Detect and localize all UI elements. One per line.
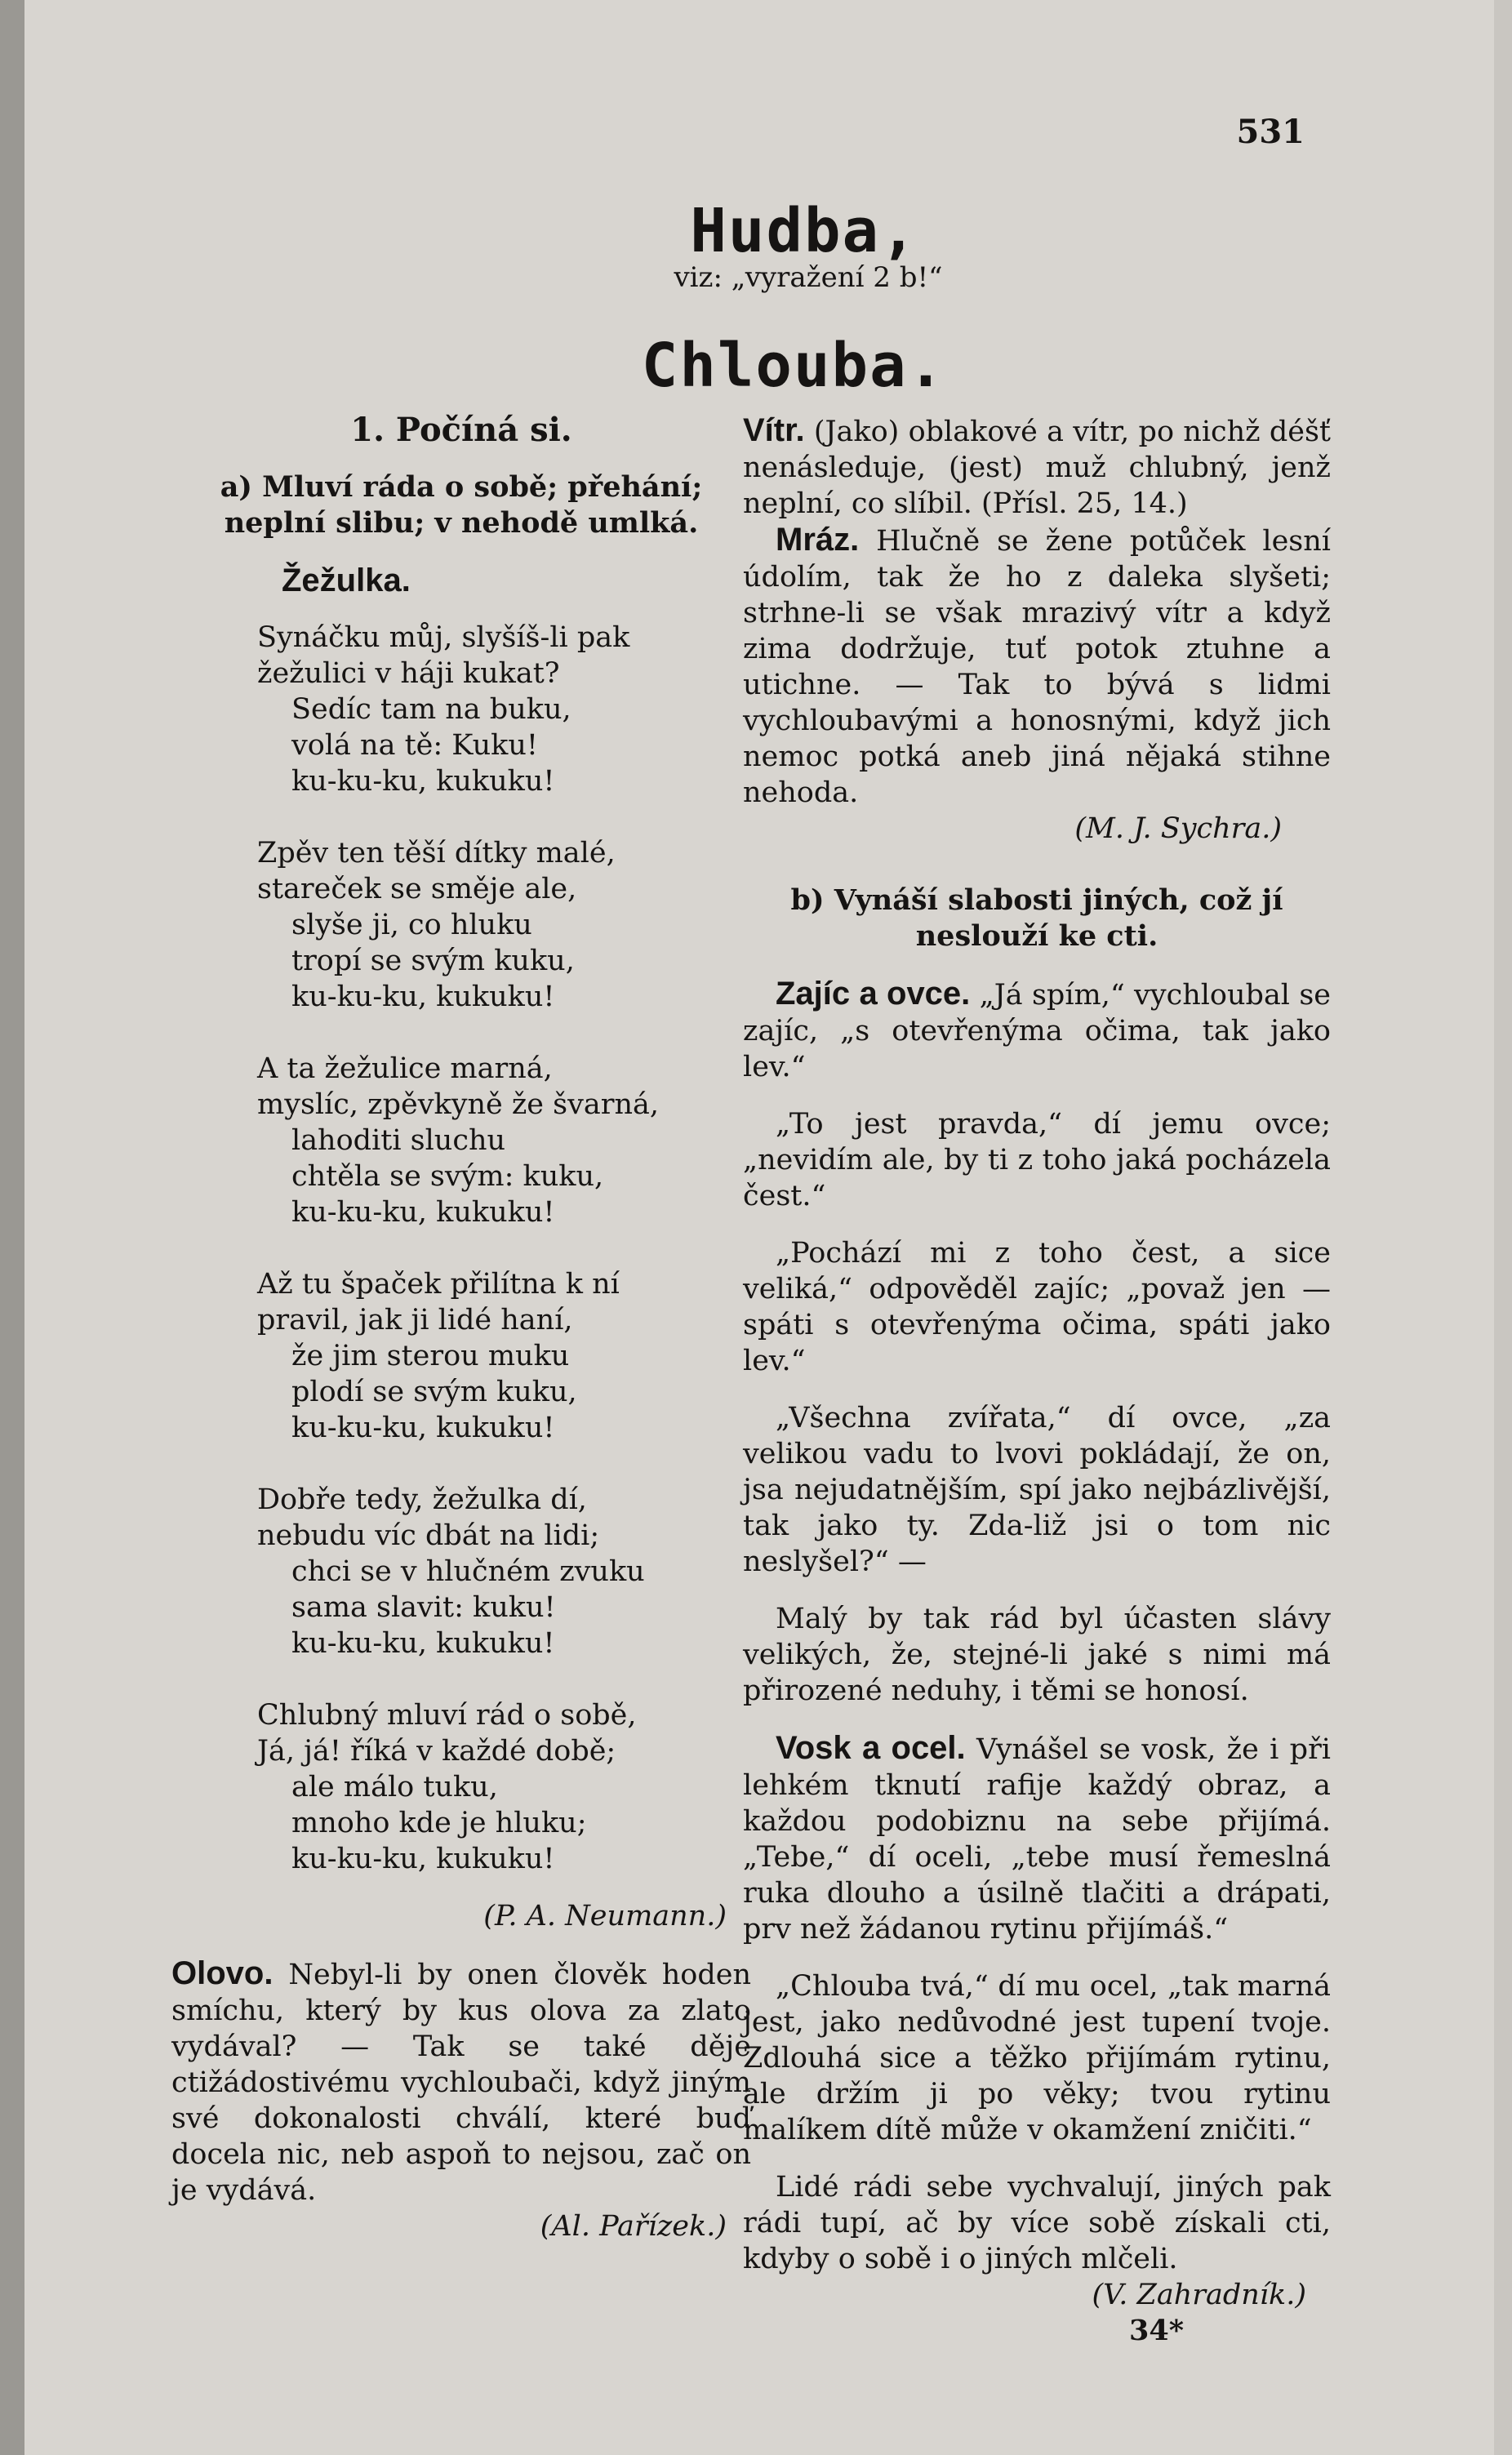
verse-line: ale málo tuku, [291,1771,498,1803]
heading-hudba: Hudba, [690,196,918,266]
right-column [743,412,1331,2349]
verse-line: žežulici v háji kukat? [257,657,560,690]
section-heading: 1. Počíná si. [350,411,572,449]
verse-line: tropí se svým kuku, [291,945,575,977]
subsection-a: a) Mluví ráda o sobě; přehání; neplní slibu; v nehodě umlká. [220,470,703,540]
vitr-heading: Vítr. [743,412,805,448]
verse-line: Zpěv ten těší dítky malé, [257,837,616,869]
zajic-paragraph: Zajíc a ovce. „Já spím,“ vychloubal se zajíc, „s otevřenýma očima, tak jako lev.“ [743,976,1331,1083]
verse-line: ku-ku-ku, kukuku! [291,1412,555,1444]
olovo-author: (Al. Pařízek.) [540,2210,727,2243]
verse-line: ku-ku-ku, kukuku! [291,1843,555,1875]
subsection-b: b) Vynáší slabosti jiných, což jí neslouží ke cti. [790,883,1283,953]
zajic-heading: Zajíc a ovce. [776,976,971,1012]
subject-title: Chlouba. [641,331,946,401]
zajic-moral: Malý by tak rád byl účasten slávy velikých, že, stejné-li jaké s nimi má přirozené neduhy, i těmi se honosí. [743,1603,1331,1707]
verse-line: lahoditi sluchu [291,1124,506,1157]
vosk-paragraph-2: „Chlouba tvá,“ dí mu ocel, „tak marná jest, jako nedůvodné jest tupení tvoje. Zdlouhá sice a těžko přijímám rytinu, ale držím ji po věky; tvou rytinu malíkem dítě může v okamžení zničiti.“ [743,1970,1331,2146]
poem-stanza-4 [171,1266,751,1446]
see-also-note: viz: „vyražení 2 b!“ [674,261,943,294]
page-number: 531 [1236,113,1305,151]
mraz-heading: Mráz. [776,522,860,558]
poem-author: (P. A. Neumann.) [483,1900,727,1932]
verse-line: Sedíc tam na buku, [291,693,571,726]
poem-stanza-6 [171,1697,751,1877]
verse-line: chtěla se svým: kuku, [291,1160,604,1193]
mraz-paragraph: Mráz. Hlučně se žene potůček lesní údolím, tak že ho z daleka slyšeti; strhne-li se však mrazivý vítr a když zima dodržuje, tuť potok ztuhne a utichne. — Tak to bývá s lidmi vychloubavými a honosnými, když jich nemoc potká aneb jiná nějaká stihne nehoda. [743,522,1331,809]
verse-line: Dobře tedy, žežulka dí, [257,1483,587,1516]
verse-line: stareček se směje ale, [257,873,577,905]
verse-line: sama slavit: kuku! [291,1591,556,1624]
verse-line: Synáčku můj, slyšíš-li pak [257,621,630,654]
olovo-heading: Olovo. [171,1955,273,1991]
zajic-paragraph-2: „To jest pravda,“ dí jemu ovce; „nevidím ale, by ti z toho jaká pocházela čest.“ [743,1108,1331,1212]
poem-stanza-1 [171,620,751,799]
poem-stanza-3 [171,1051,751,1230]
verse-line: Až tu špaček přilítna k ní [257,1268,620,1301]
verse-line: že jim sterou muku [291,1340,570,1372]
book-spine [0,0,24,2455]
verse-line: chci se v hlučném zvuku [291,1555,645,1588]
verse-line: A ta žežulice marná, [257,1052,553,1085]
verse-line: mnoho kde je hluku; [291,1807,587,1839]
poem-stanza-2 [171,835,751,1015]
mraz-author: (M. J. Sychra.) [1074,812,1282,845]
vosk-author: (V. Zahradník.) [1092,2279,1306,2311]
zajic-paragraph-3: „Pochází mi z toho čest, a sice veliká,“ odpověděl zajíc; „považ jen — spáti s otevřenýma očima, spáti jako lev.“ [743,1237,1331,1377]
verse-line: ku-ku-ku, kukuku! [291,1196,555,1229]
verse-line: Já, já! říká v každé době; [257,1735,616,1768]
verse-line: myslíc, zpěvkyně že švarná, [257,1088,659,1121]
vosk-paragraph: Vosk a ocel. Vynášel se vosk, že i při lehkém tknutí rafije každý obraz, a každou podobiznu na sebe přijímá. „Tebe,“ dí oceli, „tebe musí řemeslná ruka dlouho a úsilně tlačiti a drápati, prv než žádanou rytinu přijímáš.“ [743,1730,1331,1946]
poem-title: Žežulka. [282,563,411,598]
verse-line: plodí se svým kuku, [291,1376,577,1408]
page [24,0,1494,2455]
verse-line: ku-ku-ku, kukuku! [291,1627,555,1660]
vosk-heading: Vosk a ocel. [776,1730,966,1766]
verse-line: slyše ji, co hluku [291,909,532,941]
verse-line: ku-ku-ku, kukuku! [291,765,555,798]
verse-line: volá na tě: Kuku! [291,729,538,762]
vosk-moral: Lidé rádi sebe vychvalují, jiných pak rádi tupí, ač by více sobě získali cti, kdyby o sobě i o jiných mlčeli. [743,2171,1331,2275]
verse-line: Chlubný mluví rád o sobě, [257,1699,637,1732]
verse-line: ku-ku-ku, kukuku! [291,981,555,1013]
left-column [171,412,751,2244]
signature-mark: 34* [1128,2314,1184,2347]
vitr-paragraph: Vítr. (Jako) oblakové a vítr, po nichž déšť nenásleduje, (jest) muž chlubný, jenž neplní, co slíbil. (Přísl. 25, 14.) [743,412,1331,520]
verse-line: nebudu víc dbát na lidi; [257,1519,600,1552]
poem-stanza-5 [171,1482,751,1661]
olovo-paragraph: Olovo. Nebyl-li by onen člověk hoden smíchu, který by kus olova za zlato vydával? — Tak se také děje ctižádostivému vychloubači, když jiným své dokonalosti chválí, které buď docela nic, neb aspoň to nejsou, zač on je vydává. [171,1955,751,2207]
verse-line: pravil, jak ji lidé haní, [257,1304,573,1336]
zajic-paragraph-4: „Všechna zvířata,“ dí ovce, „za velikou vadu to lvovi pokládají, že on, jsa nejudatnějším, spí jako nejbázlivější, tak jako ty. Zda-liž jsi o tom nic neslyšel?“ — [743,1402,1331,1578]
